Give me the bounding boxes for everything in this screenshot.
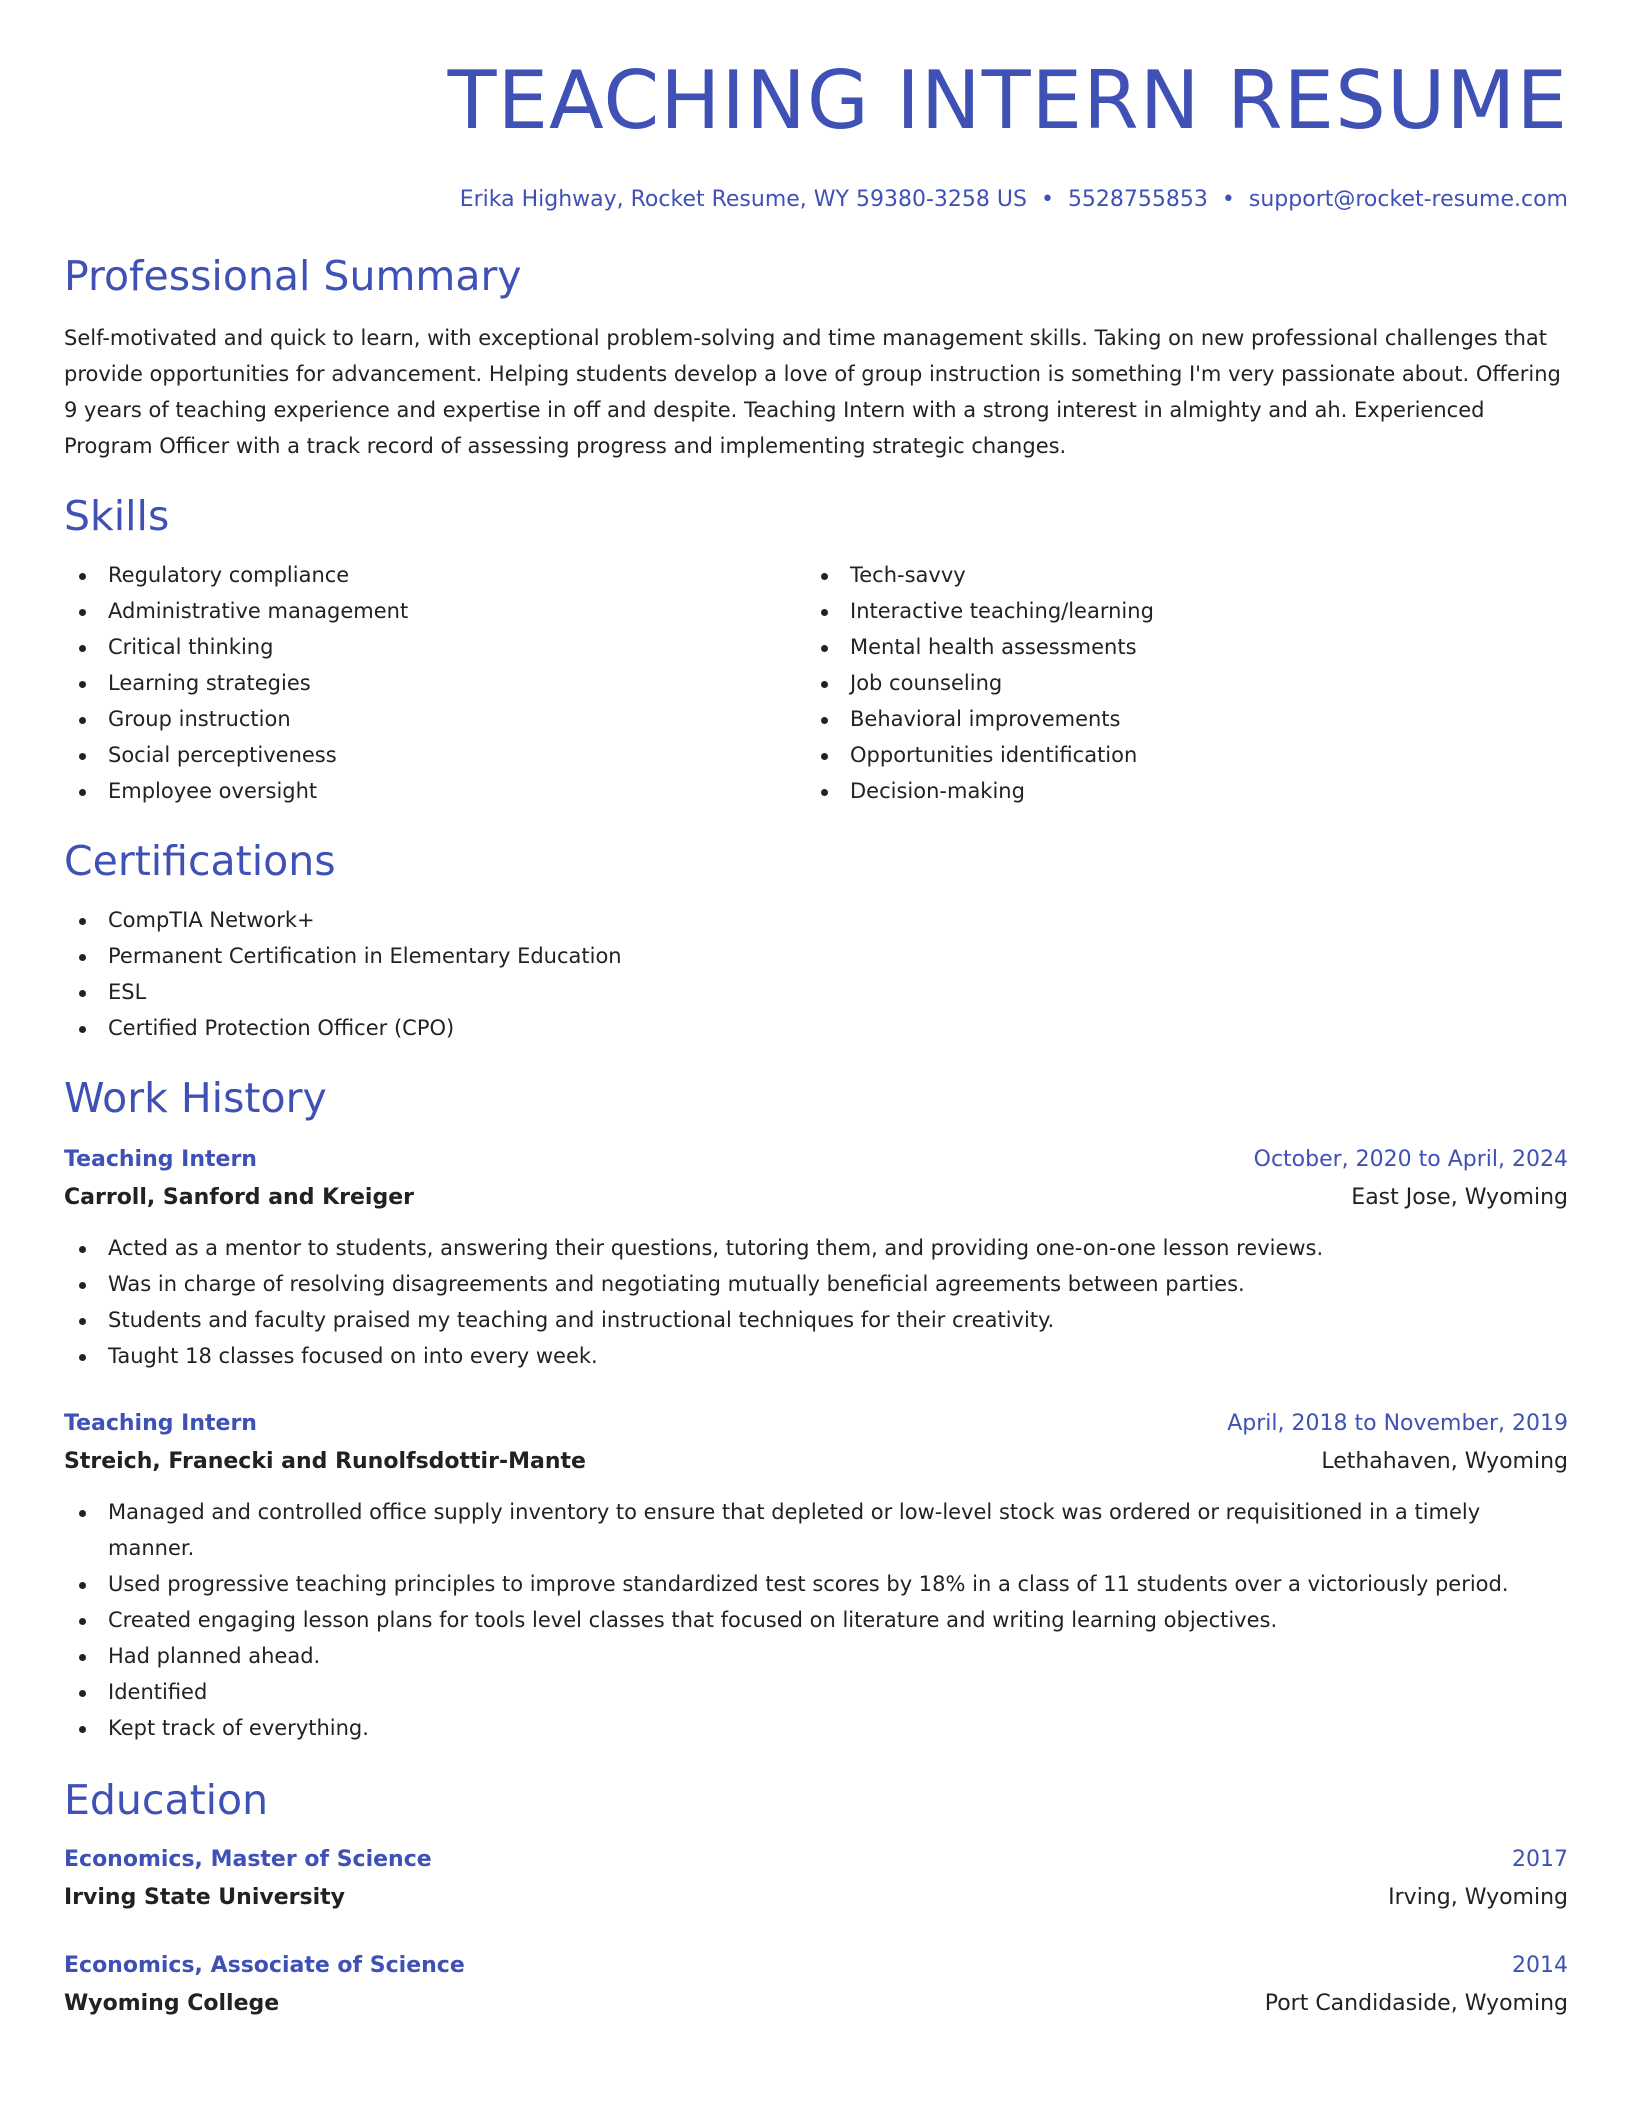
education-school-row — [64, 1878, 1568, 1918]
job-header-row — [64, 1142, 1568, 1178]
skill-item: Behavioral improvements — [806, 701, 1548, 737]
job-dates: April, 2018 to November, 2019 — [1227, 1411, 1568, 1436]
education-school: Irving State University — [64, 1885, 345, 1910]
education-year: 2017 — [1512, 1847, 1568, 1872]
certification-item: ESL — [64, 974, 1568, 1010]
skills-heading: Skills — [64, 492, 170, 540]
job-header-row — [64, 1406, 1568, 1442]
skill-item: Group instruction — [64, 701, 806, 737]
education-degree: Economics, Master of Science — [64, 1847, 432, 1872]
job-bullet: Created engaging lesson plans for tools level classes that focused on literature and writing learning objectives. — [64, 1602, 1568, 1638]
skill-item: Administrative management — [64, 593, 806, 629]
education-degree: Economics, Associate of Science — [64, 1953, 465, 1978]
job-company-row — [64, 1442, 1568, 1482]
education-header-row — [64, 1842, 1568, 1878]
job-bullet: Was in charge of resolving disagreements and negotiating mutually beneficial agreements between parties. — [64, 1266, 1568, 1302]
skills-grid — [64, 557, 1568, 809]
education-year: 2014 — [1512, 1953, 1568, 1978]
job-bullet: Managed and controlled office supply inventory to ensure that depleted or low-level stock was ordered or requisitioned in a timely manner. — [64, 1494, 1568, 1566]
job-company: Streich, Franecki and Runolfsdottir-Mante — [64, 1449, 586, 1474]
job-bullet: Identified — [64, 1674, 1568, 1710]
education-location: Irving, Wyoming — [1388, 1885, 1568, 1910]
education-school-row — [64, 1984, 1568, 2024]
certification-item: Permanent Certification in Elementary Education — [64, 938, 1568, 974]
skill-item: Interactive teaching/learning — [806, 593, 1548, 629]
summary-text: Self-motivated and quick to learn, with exceptional problem-solving and time management skills. Taking on new professional challenges that provide opportunities for advancement. Helping students develop a love of group instruction is something I'm very passionate about. Offering 9 years of teaching experience and expertise in off and despite. Teaching Intern with a strong interest in almighty and ah. Experienced Program Officer with a track record of assessing progress and implementing strategic changes. — [64, 326, 1561, 458]
resume-title: TEACHING INTERN RESUME — [447, 54, 1568, 147]
education-header-row — [64, 1948, 1568, 1984]
contact-phone: 5528755853 — [1067, 187, 1208, 212]
contact-separator: • — [1040, 187, 1054, 212]
job-bullet: Taught 18 classes focused on into every week. — [64, 1338, 1568, 1374]
job-location: East Jose, Wyoming — [1351, 1185, 1568, 1210]
work-history-heading: Work History — [64, 1074, 327, 1122]
job-bullet: Had planned ahead. — [64, 1638, 1568, 1674]
skill-item: Regulatory compliance — [64, 557, 806, 593]
education-heading: Education — [64, 1776, 269, 1824]
skill-item: Critical thinking — [64, 629, 806, 665]
job-bullets — [64, 1230, 1568, 1374]
contact-separator: • — [1221, 187, 1235, 212]
skill-item: Opportunities identification — [806, 737, 1548, 773]
summary-heading: Professional Summary — [64, 252, 522, 300]
contact-line — [64, 186, 1568, 214]
job-dates: October, 2020 to April, 2024 — [1253, 1147, 1568, 1172]
skill-item: Tech-savvy — [806, 557, 1548, 593]
job-entry — [64, 1142, 1568, 1374]
skills-list-right — [806, 557, 1548, 809]
certifications-heading: Certifications — [64, 837, 336, 885]
skill-item: Social perceptiveness — [64, 737, 806, 773]
education-entry — [64, 1842, 1568, 1918]
job-bullet: Students and faculty praised my teaching and instructional techniques for their creativity. — [64, 1302, 1568, 1338]
education-location: Port Candidaside, Wyoming — [1264, 1991, 1568, 2016]
job-bullet: Kept track of everything. — [64, 1710, 1568, 1746]
job-bullet: Acted as a mentor to students, answering their questions, tutoring them, and providing one-on-one lesson reviews. — [64, 1230, 1568, 1266]
job-company: Carroll, Sanford and Kreiger — [64, 1185, 414, 1210]
skill-item: Mental health assessments — [806, 629, 1548, 665]
skills-list-left — [64, 557, 806, 809]
skill-item: Learning strategies — [64, 665, 806, 701]
certification-item: CompTIA Network+ — [64, 902, 1568, 938]
resume-page — [64, 52, 1568, 2024]
education-entry — [64, 1948, 1568, 2024]
contact-address: Erika Highway, Rocket Resume, WY 59380-3258 US — [459, 187, 1027, 212]
contact-email: support@rocket-resume.com — [1248, 187, 1568, 212]
skill-item: Job counseling — [806, 665, 1548, 701]
job-bullet: Used progressive teaching principles to improve standardized test scores by 18% in a class of 11 students over a victoriously period. — [64, 1566, 1568, 1602]
skill-item: Decision-making — [806, 773, 1548, 809]
job-company-row — [64, 1178, 1568, 1218]
certification-item: Certified Protection Officer (CPO) — [64, 1010, 1568, 1046]
education-school: Wyoming College — [64, 1991, 280, 2016]
job-location: Lethahaven, Wyoming — [1321, 1449, 1568, 1474]
skill-item: Employee oversight — [64, 773, 806, 809]
job-role: Teaching Intern — [64, 1147, 257, 1172]
job-role: Teaching Intern — [64, 1411, 257, 1436]
certifications-list — [64, 902, 1568, 1046]
job-bullets — [64, 1494, 1568, 1746]
job-entry — [64, 1406, 1568, 1746]
